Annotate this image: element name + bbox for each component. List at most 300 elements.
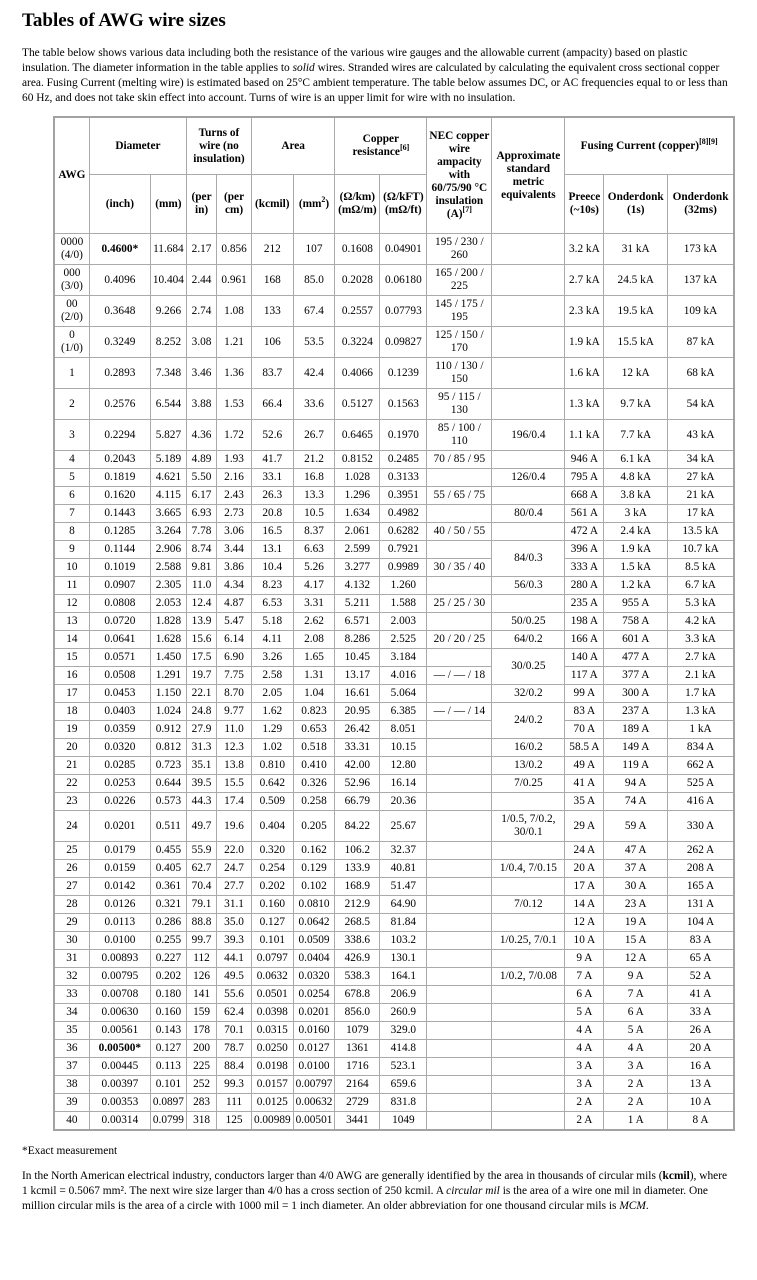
cell-mm: 3.264 <box>150 523 186 541</box>
cell-od32: 5.3 kA <box>668 595 734 613</box>
cell-per-cm: 78.7 <box>217 1040 252 1058</box>
cell-kcmil: 8.23 <box>251 577 293 595</box>
cell-ohm-km: 0.5127 <box>335 389 380 420</box>
cell-metric: 80/0.4 <box>492 505 565 523</box>
cell-nec <box>427 775 492 793</box>
cell-inch: 0.2294 <box>89 420 150 451</box>
cell-inch: 0.00795 <box>89 968 150 986</box>
cell-nec <box>427 505 492 523</box>
cell-od1: 9 A <box>604 968 668 986</box>
cell-per-in: 2.74 <box>186 296 216 327</box>
cell-mm2: 8.37 <box>293 523 335 541</box>
cell-od32: 137 kA <box>668 265 734 296</box>
cell-nec: 125 / 150 / 170 <box>427 327 492 358</box>
cell-per-cm: 2.43 <box>217 487 252 505</box>
cell-mm2: 0.0160 <box>293 1022 335 1040</box>
cell-mm2: 10.5 <box>293 505 335 523</box>
cell-preece: 17 A <box>565 878 604 896</box>
cell-kcmil: 0.0797 <box>251 950 293 968</box>
cell-awg: 8 <box>54 523 89 541</box>
cell-preece: 2.7 kA <box>565 265 604 296</box>
cell-kcmil: 16.5 <box>251 523 293 541</box>
cell-od1: 59 A <box>604 811 668 842</box>
header-ohm-kft: (Ω/kFT) (mΩ/ft) <box>380 175 427 234</box>
cell-od1: 1 A <box>604 1112 668 1131</box>
cell-od32: 165 A <box>668 878 734 896</box>
cell-kcmil: 0.127 <box>251 914 293 932</box>
cell-per-cm: 27.7 <box>217 878 252 896</box>
cell-od1: 300 A <box>604 685 668 703</box>
cell-ohm-kft: 0.9989 <box>380 559 427 577</box>
cell-od32: 16 A <box>668 1058 734 1076</box>
cell-mm2: 0.102 <box>293 878 335 896</box>
cell-awg: 9 <box>54 541 89 559</box>
cell-nec: 110 / 130 / 150 <box>427 358 492 389</box>
cell-nec: 165 / 200 / 225 <box>427 265 492 296</box>
cell-per-cm: 1.72 <box>217 420 252 451</box>
cell-od1: 119 A <box>604 757 668 775</box>
cell-per-in: 39.5 <box>186 775 216 793</box>
cell-nec: 195 / 230 / 260 <box>427 234 492 265</box>
table-row <box>54 1076 734 1094</box>
table-row <box>54 327 734 358</box>
cell-mm2: 0.410 <box>293 757 335 775</box>
cell-od1: 9.7 kA <box>604 389 668 420</box>
cell-mm2: 2.08 <box>293 631 335 649</box>
cell-awg: 4 <box>54 451 89 469</box>
cell-mm2: 0.0254 <box>293 986 335 1004</box>
cell-kcmil: 0.00989 <box>251 1112 293 1131</box>
cell-od32: 3.3 kA <box>668 631 734 649</box>
cell-metric <box>492 389 565 420</box>
cell-preece: 2 A <box>565 1094 604 1112</box>
cell-per-cm: 49.5 <box>217 968 252 986</box>
cell-ohm-km: 0.1608 <box>335 234 380 265</box>
table-row <box>54 1040 734 1058</box>
cell-od32: 65 A <box>668 950 734 968</box>
cell-per-cm: 9.77 <box>217 703 252 721</box>
cell-preece: 49 A <box>565 757 604 775</box>
cell-ohm-kft: 32.37 <box>380 842 427 860</box>
cell-per-in: 5.50 <box>186 469 216 487</box>
cell-mm: 0.405 <box>150 860 186 878</box>
footnote: *Exact measurement <box>22 1145 118 1157</box>
cell-od1: 37 A <box>604 860 668 878</box>
cell-per-in: 11.0 <box>186 577 216 595</box>
cell-awg: 00 (2/0) <box>54 296 89 327</box>
cell-nec <box>427 757 492 775</box>
cell-kcmil: 2.05 <box>251 685 293 703</box>
cell-ohm-km: 66.79 <box>335 793 380 811</box>
cell-mm2: 0.162 <box>293 842 335 860</box>
cell-mm2: 0.00501 <box>293 1112 335 1131</box>
cell-preece: 29 A <box>565 811 604 842</box>
cell-ohm-km: 1079 <box>335 1022 380 1040</box>
copper-resistance-label: Copper resistance <box>352 133 400 158</box>
cell-preece: 1.1 kA <box>565 420 604 451</box>
cell-od1: 7.7 kA <box>604 420 668 451</box>
header-area: Area <box>251 117 334 175</box>
cell-ohm-km: 168.9 <box>335 878 380 896</box>
table-row <box>54 541 734 559</box>
cell-per-in: 55.9 <box>186 842 216 860</box>
cell-nec <box>427 1040 492 1058</box>
cell-inch: 0.00630 <box>89 1004 150 1022</box>
cell-per-in: 318 <box>186 1112 216 1131</box>
cell-ohm-kft: 4.016 <box>380 667 427 685</box>
cell-od32: 4.2 kA <box>668 613 734 631</box>
cell-metric <box>492 1094 565 1112</box>
table-row <box>54 1058 734 1076</box>
cell-mm: 0.180 <box>150 986 186 1004</box>
cell-metric: 64/0.2 <box>492 631 565 649</box>
cell-mm2: 0.129 <box>293 860 335 878</box>
cell-metric <box>492 950 565 968</box>
cell-kcmil: 0.320 <box>251 842 293 860</box>
cell-od1: 3 A <box>604 1058 668 1076</box>
cell-kcmil: 41.7 <box>251 451 293 469</box>
cell-nec <box>427 860 492 878</box>
table-row <box>54 469 734 487</box>
cell-nec: — / — / 14 <box>427 703 492 721</box>
cell-od32: 68 kA <box>668 358 734 389</box>
cell-per-cm: 1.08 <box>217 296 252 327</box>
cell-od32: 262 A <box>668 842 734 860</box>
cell-mm: 0.0799 <box>150 1112 186 1131</box>
cell-mm: 11.684 <box>150 234 186 265</box>
cell-ohm-kft: 0.06180 <box>380 265 427 296</box>
cell-nec <box>427 685 492 703</box>
cell-kcmil: 168 <box>251 265 293 296</box>
cell-metric <box>492 358 565 389</box>
cell-od1: 3 kA <box>604 505 668 523</box>
cell-od1: 31 kA <box>604 234 668 265</box>
cell-od32: 87 kA <box>668 327 734 358</box>
cell-per-in: 62.7 <box>186 860 216 878</box>
cell-od1: 47 A <box>604 842 668 860</box>
cell-ohm-kft: 2.003 <box>380 613 427 631</box>
cell-metric: 32/0.2 <box>492 685 565 703</box>
cell-od1: 3.8 kA <box>604 487 668 505</box>
cell-mm: 1.024 <box>150 703 186 721</box>
cell-inch: 0.0508 <box>89 667 150 685</box>
cell-per-in: 252 <box>186 1076 216 1094</box>
cell-od1: 2 A <box>604 1094 668 1112</box>
cell-od32: 109 kA <box>668 296 734 327</box>
cell-preece: 2.3 kA <box>565 296 604 327</box>
cell-inch: 0.2043 <box>89 451 150 469</box>
cell-mm: 0.361 <box>150 878 186 896</box>
cell-inch: 0.1443 <box>89 505 150 523</box>
cell-od32: 54 kA <box>668 389 734 420</box>
cell-ohm-km: 10.45 <box>335 649 380 667</box>
cell-ohm-kft: 0.3951 <box>380 487 427 505</box>
cell-ohm-kft: 20.36 <box>380 793 427 811</box>
cell-per-cm: 8.70 <box>217 685 252 703</box>
cell-mm2: 13.3 <box>293 487 335 505</box>
cell-mm: 5.827 <box>150 420 186 451</box>
table-row <box>54 631 734 649</box>
cell-inch: 0.0808 <box>89 595 150 613</box>
cell-preece: 41 A <box>565 775 604 793</box>
cell-ohm-km: 0.2028 <box>335 265 380 296</box>
cell-metric <box>492 595 565 613</box>
cell-per-cm: 88.4 <box>217 1058 252 1076</box>
cell-awg: 3 <box>54 420 89 451</box>
cell-mm2: 4.17 <box>293 577 335 595</box>
cell-preece: 20 A <box>565 860 604 878</box>
cell-kcmil: 0.0250 <box>251 1040 293 1058</box>
cell-preece: 9 A <box>565 950 604 968</box>
cell-od32: 416 A <box>668 793 734 811</box>
cell-metric: 13/0.2 <box>492 757 565 775</box>
table-row <box>54 1112 734 1131</box>
cell-kcmil: 212 <box>251 234 293 265</box>
cell-ohm-km: 133.9 <box>335 860 380 878</box>
cell-inch: 0.00893 <box>89 950 150 968</box>
cell-ohm-km: 1716 <box>335 1058 380 1076</box>
cell-mm: 1.450 <box>150 649 186 667</box>
cell-nec: — / — / 18 <box>427 667 492 685</box>
cell-inch: 0.1285 <box>89 523 150 541</box>
table-row <box>54 420 734 451</box>
cell-od32: 26 A <box>668 1022 734 1040</box>
table-row <box>54 860 734 878</box>
cell-kcmil: 0.404 <box>251 811 293 842</box>
cell-mm: 10.404 <box>150 265 186 296</box>
cell-mm: 1.828 <box>150 613 186 631</box>
cell-inch: 0.3648 <box>89 296 150 327</box>
cell-od1: 15 A <box>604 932 668 950</box>
cell-awg: 11 <box>54 577 89 595</box>
cell-od32: 21 kA <box>668 487 734 505</box>
header-preece: Preece (~10s) <box>565 175 604 234</box>
cell-od1: 237 A <box>604 703 668 721</box>
cell-od1: 6 A <box>604 1004 668 1022</box>
cell-ohm-km: 3441 <box>335 1112 380 1131</box>
cell-od32: 10 A <box>668 1094 734 1112</box>
cell-inch: 0.0641 <box>89 631 150 649</box>
cell-od32: 131 A <box>668 896 734 914</box>
cell-per-in: 2.17 <box>186 234 216 265</box>
cell-od32: 17 kA <box>668 505 734 523</box>
table-row <box>54 739 734 757</box>
header-copper-resistance <box>335 117 427 175</box>
cell-kcmil: 0.202 <box>251 878 293 896</box>
cell-kcmil: 6.53 <box>251 595 293 613</box>
cell-od1: 19.5 kA <box>604 296 668 327</box>
cell-od1: 24.5 kA <box>604 265 668 296</box>
cell-ohm-km: 2729 <box>335 1094 380 1112</box>
cell-mm: 0.912 <box>150 721 186 739</box>
cell-inch: 0.0320 <box>89 739 150 757</box>
cell-inch: 0.0126 <box>89 896 150 914</box>
cell-kcmil: 0.0398 <box>251 1004 293 1022</box>
cell-awg: 1 <box>54 358 89 389</box>
cell-per-in: 24.8 <box>186 703 216 721</box>
cell-ohm-kft: 10.15 <box>380 739 427 757</box>
cell-preece: 4 A <box>565 1022 604 1040</box>
cell-per-cm: 0.856 <box>217 234 252 265</box>
cell-mm: 0.143 <box>150 1022 186 1040</box>
cell-per-cm: 4.87 <box>217 595 252 613</box>
cell-ohm-km: 0.3224 <box>335 327 380 358</box>
cell-mm: 4.621 <box>150 469 186 487</box>
cell-metric <box>492 1004 565 1022</box>
cell-od1: 601 A <box>604 631 668 649</box>
cell-inch: 0.0359 <box>89 721 150 739</box>
cell-ohm-km: 26.42 <box>335 721 380 739</box>
intro-paragraph <box>22 46 735 106</box>
cell-od32: 104 A <box>668 914 734 932</box>
cell-inch: 0.3249 <box>89 327 150 358</box>
cell-awg: 0000 (4/0) <box>54 234 89 265</box>
cell-ohm-kft: 25.67 <box>380 811 427 842</box>
cell-awg: 39 <box>54 1094 89 1112</box>
cell-ohm-kft: 0.1563 <box>380 389 427 420</box>
cell-metric: 7/0.12 <box>492 896 565 914</box>
cell-awg: 13 <box>54 613 89 631</box>
cell-preece: 140 A <box>565 649 604 667</box>
cell-per-in: 6.17 <box>186 487 216 505</box>
intro-text-2: wires. Stranded wires are calculated by calculating the equivalent cross sectional copper area. Fusing Current (melting wire) is estimated based on 25°C ambient temperature. The table below assumes DC, or AC frequencies equal to or less than 60 Hz, and does not take skin effect into account. Turns of wire is an upper limit for wire with no insulation. <box>22 62 728 104</box>
table-row <box>54 950 734 968</box>
cell-ohm-kft: 260.9 <box>380 1004 427 1022</box>
cell-nec <box>427 914 492 932</box>
cell-metric: 1/0.5, 7/0.2, 30/0.1 <box>492 811 565 842</box>
cell-ohm-km: 1361 <box>335 1040 380 1058</box>
table-row <box>54 721 734 739</box>
cell-inch: 0.2576 <box>89 389 150 420</box>
cell-od1: 15.5 kA <box>604 327 668 358</box>
cell-nec <box>427 739 492 757</box>
cell-mm2: 0.258 <box>293 793 335 811</box>
cell-od1: 2 A <box>604 1076 668 1094</box>
cell-metric: 196/0.4 <box>492 420 565 451</box>
cell-inch: 0.0285 <box>89 757 150 775</box>
cell-awg: 40 <box>54 1112 89 1131</box>
cell-metric <box>492 234 565 265</box>
cell-ohm-km: 5.211 <box>335 595 380 613</box>
cell-ohm-km: 52.96 <box>335 775 380 793</box>
cell-od1: 4 A <box>604 1040 668 1058</box>
table-row <box>54 685 734 703</box>
cell-metric <box>492 451 565 469</box>
cell-kcmil: 0.0125 <box>251 1094 293 1112</box>
cell-metric: 16/0.2 <box>492 739 565 757</box>
cell-metric: 1/0.2, 7/0.08 <box>492 968 565 986</box>
header-turns: Turns of wire (no insulation) <box>186 117 251 175</box>
cell-mm: 6.544 <box>150 389 186 420</box>
cell-preece: 10 A <box>565 932 604 950</box>
cell-ohm-kft: 1.260 <box>380 577 427 595</box>
outro-text-2: ), where 1 kcmil = 0.5067 mm². The next wire size larger than 4/0 has a cross section of 250 kcmil. A <box>22 1170 728 1197</box>
cell-per-in: 88.8 <box>186 914 216 932</box>
header-per-in: (per in) <box>186 175 216 234</box>
page-title: Tables of AWG wire sizes <box>22 10 226 31</box>
table-row <box>54 487 734 505</box>
ref-6[interactable]: [6] <box>399 143 410 153</box>
cell-awg: 31 <box>54 950 89 968</box>
cell-mm: 0.321 <box>150 896 186 914</box>
cell-od1: 5 A <box>604 1022 668 1040</box>
cell-inch: 0.00708 <box>89 986 150 1004</box>
cell-metric: 50/0.25 <box>492 613 565 631</box>
cell-nec <box>427 986 492 1004</box>
cell-preece: 99 A <box>565 685 604 703</box>
cell-mm: 2.305 <box>150 577 186 595</box>
ref-7[interactable]: [7] <box>462 205 472 215</box>
cell-nec <box>427 968 492 986</box>
table-row <box>54 1022 734 1040</box>
cell-inch: 0.1620 <box>89 487 150 505</box>
cell-ohm-km: 8.286 <box>335 631 380 649</box>
cell-per-in: 70.4 <box>186 878 216 896</box>
cell-od1: 1.5 kA <box>604 559 668 577</box>
cell-ohm-kft: 659.6 <box>380 1076 427 1094</box>
cell-od1: 477 A <box>604 649 668 667</box>
ref-8-9[interactable]: [8][9] <box>699 136 718 146</box>
cell-ohm-km: 268.5 <box>335 914 380 932</box>
cell-per-in: 44.3 <box>186 793 216 811</box>
cell-od32: 525 A <box>668 775 734 793</box>
cell-ohm-kft: 329.0 <box>380 1022 427 1040</box>
cell-od1: 1.2 kA <box>604 577 668 595</box>
cell-inch: 0.0907 <box>89 577 150 595</box>
cell-per-in: 22.1 <box>186 685 216 703</box>
cell-mm2: 0.326 <box>293 775 335 793</box>
cell-inch: 0.0179 <box>89 842 150 860</box>
cell-mm: 0.812 <box>150 739 186 757</box>
cell-od1: 19 A <box>604 914 668 932</box>
fusing-label: Fusing Current (copper) <box>580 139 700 152</box>
table-row <box>54 523 734 541</box>
cell-od32: 13 A <box>668 1076 734 1094</box>
cell-mm: 0.202 <box>150 968 186 986</box>
cell-preece: 35 A <box>565 793 604 811</box>
cell-per-in: 4.89 <box>186 451 216 469</box>
cell-per-in: 31.3 <box>186 739 216 757</box>
cell-mm: 1.150 <box>150 685 186 703</box>
cell-awg: 25 <box>54 842 89 860</box>
cell-per-cm: 1.53 <box>217 389 252 420</box>
cell-mm: 4.115 <box>150 487 186 505</box>
cell-metric <box>492 523 565 541</box>
cell-per-cm: 2.73 <box>217 505 252 523</box>
cell-od32: 8.5 kA <box>668 559 734 577</box>
cell-metric: 7/0.25 <box>492 775 565 793</box>
cell-preece: 561 A <box>565 505 604 523</box>
cell-mm2: 0.518 <box>293 739 335 757</box>
cell-ohm-km: 2.599 <box>335 541 380 559</box>
cell-mm: 0.101 <box>150 1076 186 1094</box>
cell-per-in: 79.1 <box>186 896 216 914</box>
cell-per-cm: 6.14 <box>217 631 252 649</box>
cell-nec <box>427 613 492 631</box>
cell-per-cm: 70.1 <box>217 1022 252 1040</box>
outro-text-4: . <box>645 1200 649 1212</box>
cell-nec: 30 / 35 / 40 <box>427 559 492 577</box>
cell-metric <box>492 986 565 1004</box>
cell-metric: 1/0.4, 7/0.15 <box>492 860 565 878</box>
table-row <box>54 703 734 721</box>
cell-awg: 0 (1/0) <box>54 327 89 358</box>
table-row <box>54 986 734 1004</box>
header-diameter: Diameter <box>89 117 186 175</box>
cell-awg: 14 <box>54 631 89 649</box>
cell-awg: 27 <box>54 878 89 896</box>
cell-per-cm: 44.1 <box>217 950 252 968</box>
